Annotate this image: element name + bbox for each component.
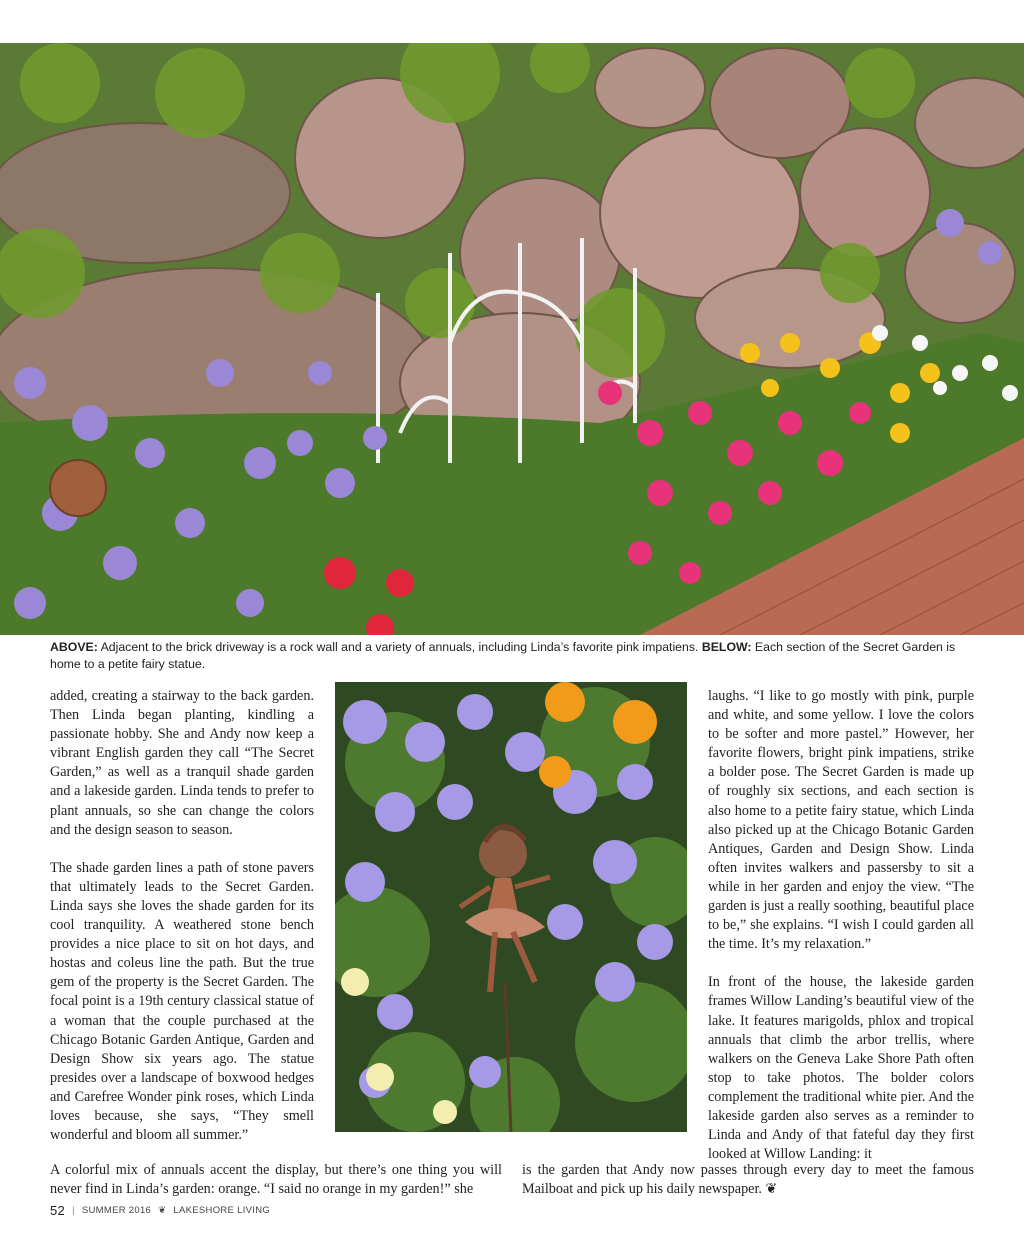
article-paragraph: In front of the house, the lakeside garden frames Willow Landing’s beautiful view of the lake. It features marigolds, phlox and tropical annuals that climb the arbor trellis, where walkers on the Geneva Lake Shore Path often stop to take photos. The bolder colors complement the traditional white pier. And the lakeside garden also serves as a reminder to Linda and Andy of that fateful day they first looked at Willow Landing: it	[708, 974, 974, 1163]
rock-wall-illustration	[0, 43, 1024, 635]
article-paragraph: The shade garden lines a path of stone pavers that ultimately leads to the Secret Garden. Linda says she loves the shade garden for its cool tranquility. A weathered stone bench provides a nice place to sit on hot days, and hostas and coleus line the path. But the true gem of the property is the Secret Garden. The focal point is a 19th century classical statue of a woman that the couple purchased at the Chicago Botanic Garden Antique, Garden and Design Show six years ago. The statue presides over a landscape of boxwood hedges and Carefree Wonder pink roses, which Linda loves because, she says, “They smell wonderful and bloom all summer.”	[50, 859, 314, 1144]
footer-separator: |	[72, 1205, 75, 1216]
article-right-column	[708, 687, 974, 1183]
magazine-name: LAKESHORE LIVING	[173, 1205, 271, 1216]
page-number: 52	[50, 1203, 66, 1218]
photo-caption	[50, 639, 980, 673]
caption-above-label: ABOVE:	[50, 640, 98, 654]
article-bottom-right-text: is the garden that Andy now passes through every day to meet the famous Mailboat and pick up his daily newspaper.	[522, 1162, 974, 1198]
caption-above-text: Adjacent to the brick driveway is a rock wall and a variety of annuals, including Linda’s favorite pink impatiens.	[97, 640, 702, 654]
article-paragraph: laughs. “I like to go mostly with pink, purple and white, and some yellow. I love the colors to be softer and more pastel.” However, her favorite flowers, bright pink impatiens, strike a bolder pose. The Secret Garden is made up of roughly six sections, and each section is also home to a petite fairy statue, which Linda also picked up at the Chicago Botanic Garden Antiques, Garden and Design Show. Linda often invites walkers and passersby to sit a while in her garden and enjoy the view. “The garden is just a really soothing, beautiful place to be,” she explains. “I wish I could garden all the time. It’s my relaxation.”	[708, 688, 974, 953]
article-bottom-left: A colorful mix of annuals accent the display, but there’s one thing you will never find in Linda’s garden: orange. “I said no orange in my garden!” she	[50, 1162, 502, 1198]
caption-below-label: BELOW:	[701, 640, 752, 654]
article-paragraph: added, creating a stairway to the back garden. Then Linda began planting, kindling a passionate hobby. She and Andy now keep a vibrant English garden they call “The Secret Garden,” as well as a tranquil shade garden and a lakeside garden. Linda tends to prefer to plant annuals, so she can change the colors and the design season to season.	[50, 688, 314, 838]
hero-photo-rock-wall-garden	[0, 43, 1024, 635]
fairy-statue-illustration	[335, 682, 687, 1132]
caption-below-text: Each section of the Secret Garden is home to a petite fairy statue.	[50, 640, 956, 671]
issue-label: SUMMER 2016	[81, 1205, 152, 1216]
article-bottom-row	[50, 1161, 974, 1199]
page-footer	[50, 1203, 270, 1218]
fairy-statue-photo	[335, 682, 687, 1132]
article-left-column	[50, 687, 314, 1164]
leaf-ornament-icon: ❦	[158, 1205, 167, 1216]
end-mark-icon: ❦	[765, 1181, 778, 1198]
article-bottom-right	[522, 1161, 974, 1199]
